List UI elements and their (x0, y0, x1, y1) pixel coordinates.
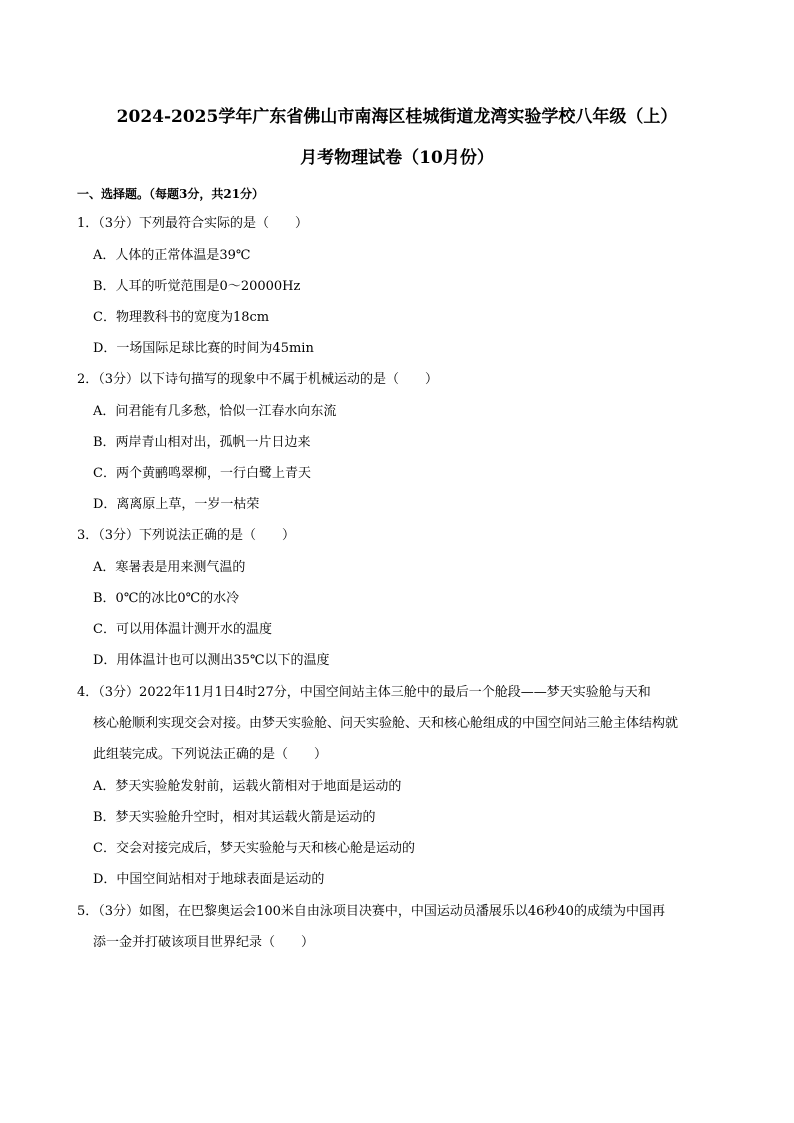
question-1-option-c: C．物理教科书的宽度为18cm (93, 310, 270, 325)
question-4-stem-line3: 此组装完成。下列说法正确的是（ ） (93, 747, 328, 762)
question-4-option-c: C．交会对接完成后，梦天实验舱与天和核心舱是运动的 (93, 841, 415, 856)
question-5-stem-line2: 添一金并打破该项目世界纪录（ ） (93, 935, 315, 950)
question-1-option-a: A．人体的正常体温是39℃ (93, 248, 251, 263)
question-3-option-c: C．可以用体温计测开水的温度 (93, 622, 272, 637)
question-2-stem: 2．（3分）以下诗句描写的现象中不属于机械运动的是（ ） (77, 372, 439, 387)
question-4-stem-line2: 核心舱顺利实现交会对接。由梦天实验舱、问天实验舱、天和核心舱组成的中国空间站三舱主体结构就 (93, 716, 679, 731)
question-2-option-a: A．问君能有几多愁，恰似一江春水向东流 (93, 404, 337, 419)
page-title-line1: 2024-2025学年广东省佛山市南海区桂城街道龙湾实验学校八年级（上） (116, 107, 678, 127)
question-2-option-c: C．两个黄鹂鸣翠柳，一行白鹭上青天 (93, 466, 311, 481)
question-2-option-b: B．两岸青山相对出，孤帆一片日边来 (93, 435, 311, 450)
question-4-option-b: B．梦天实验舱升空时，相对其运载火箭是运动的 (93, 810, 376, 825)
page-title-line2: 月考物理试卷（10月份） (300, 148, 494, 168)
question-5-stem: 5．（3分）如图，在巴黎奥运会100米自由泳项目决赛中，中国运动员潘展乐以46秒40的成绩为中国再 (77, 904, 665, 919)
question-1-option-d: D．一场国际足球比赛的时间为45min (93, 341, 314, 356)
question-3-option-b: B．0℃的冰比0℃的水冷 (93, 591, 240, 606)
question-4-option-a: A．梦天实验舱发射前，运载火箭相对于地面是运动的 (93, 779, 402, 794)
question-3-stem: 3．（3分）下列说法正确的是（ ） (77, 528, 296, 543)
question-3-option-a: A．寒暑表是用来测气温的 (93, 560, 246, 575)
question-2-option-d: D．离离原上草，一岁一枯荣 (93, 497, 260, 512)
question-4-stem: 4．（3分）2022年11月1日4时27分，中国空间站主体三舱中的最后一个舱段——梦天实验舱与天和 (77, 685, 651, 700)
question-3-option-d: D．用体温计也可以测出35℃以下的温度 (93, 653, 330, 668)
question-1-stem: 1．（3分）下列最符合实际的是（ ） (77, 216, 309, 231)
question-1-option-b: B．人耳的听觉范围是0～20000Hz (93, 279, 301, 294)
question-4-option-d: D．中国空间站相对于地球表面是运动的 (93, 872, 325, 887)
section-heading: 一、选择题。（每题3分，共21分） (77, 187, 265, 201)
